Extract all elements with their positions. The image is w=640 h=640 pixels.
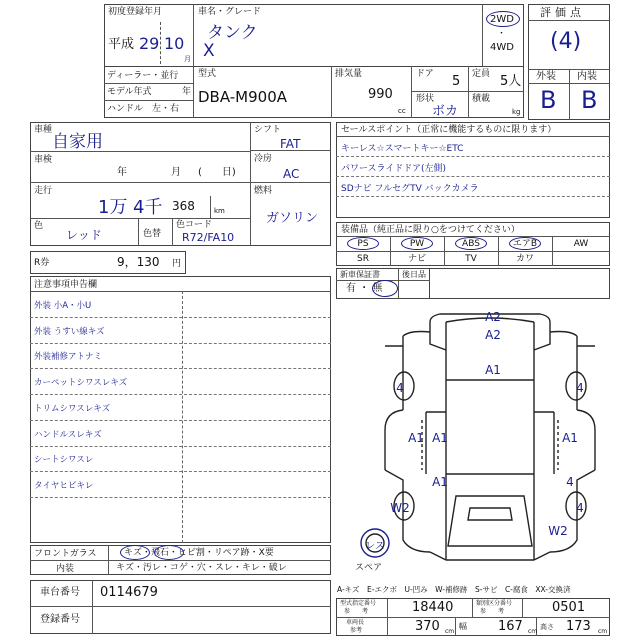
- equip-item: カワ: [515, 254, 534, 264]
- category: 自家用: [52, 132, 103, 152]
- front-glass-items: キズ・飛石・ヒビ割・リペア跡・X要: [124, 548, 274, 558]
- score-label: 評価点: [540, 6, 585, 19]
- equip-col-divider: [444, 236, 445, 266]
- insp-year: 年: [117, 167, 127, 178]
- reg-label: 登録番号: [40, 614, 80, 625]
- ruibetsu-number: 0501: [552, 600, 586, 615]
- dealer-label: ディーラー・並行: [107, 71, 179, 81]
- note-item: シートシワスレ: [34, 455, 94, 466]
- front-glass-kizu-circle: [120, 545, 150, 560]
- spare-label: スペア: [355, 563, 383, 573]
- equip-circle: [455, 237, 487, 250]
- note-divider: [30, 368, 331, 369]
- damage-mark: A1: [485, 363, 501, 377]
- equip-col-divider: [390, 236, 391, 266]
- notes-label: 注意事項申告欄: [34, 280, 98, 290]
- ruibetsu-sub: 参 考: [480, 608, 505, 615]
- handle-label: ハンドル 左・右: [107, 104, 180, 114]
- int-grade: B: [581, 86, 598, 114]
- equip-circle: [347, 237, 379, 250]
- shift-label: シフト: [254, 125, 282, 135]
- selling-item: SDナビ フルセグTV バックカメラ: [341, 184, 479, 194]
- selling-divider: [336, 176, 610, 177]
- warranty-none-circle: [372, 280, 398, 297]
- shiki-label: 型式指定番号: [340, 600, 377, 607]
- color-code-label: 色コード: [176, 220, 213, 230]
- equip-item: AW: [573, 239, 589, 249]
- car-name-label: 車名・グレード: [198, 7, 262, 17]
- damage-mark: 4: [566, 475, 574, 489]
- width-label: 幅: [459, 622, 467, 631]
- equip-col-divider: [552, 236, 553, 266]
- interior-items: キズ・汚レ・コゲ・穴・スレ・キレ・破レ: [116, 563, 287, 573]
- front-glass-tobi-circle: [154, 545, 184, 560]
- era: 平成: [108, 37, 135, 52]
- selling-label: セールスポイント（正常に機能するものに限ります）: [341, 125, 557, 135]
- chassis-label: 車台番号: [40, 587, 80, 598]
- tone-label: 色替: [143, 229, 162, 239]
- recycle-box: [30, 251, 186, 274]
- recycle-amount: 9，130: [117, 255, 160, 269]
- equip-item: TV: [465, 254, 477, 264]
- month-unit: 月: [184, 55, 191, 63]
- model-year-label: モデル年式: [107, 87, 152, 97]
- after-box: [398, 268, 610, 299]
- shape: ボカ: [432, 104, 459, 119]
- length-value: 370: [415, 619, 440, 634]
- first-reg-label: 初度登録年月: [108, 7, 163, 17]
- selling-divider: [336, 156, 610, 157]
- recycle-label: R券: [34, 258, 50, 268]
- equip-item: PW: [409, 239, 425, 249]
- recycle-yen: 円: [172, 259, 182, 269]
- reg-year: 29: [139, 34, 160, 53]
- note-item: 外装 小A・小U: [34, 301, 92, 311]
- equip-circle: [401, 237, 433, 250]
- category-label: 車種: [34, 125, 53, 135]
- equip-item: ナビ: [407, 254, 426, 264]
- equip-circle: [509, 237, 541, 250]
- damage-mark: 4: [576, 501, 584, 515]
- mileage-label: 走行: [34, 186, 53, 196]
- damage-mark: A1: [562, 431, 578, 445]
- equip-item: ABS: [462, 239, 480, 249]
- reg-month: 10: [164, 34, 185, 53]
- color: レッド: [66, 228, 102, 242]
- grade: X: [203, 41, 215, 61]
- drive-2wd-circle: [486, 11, 520, 27]
- damage-mark: A1: [432, 431, 448, 445]
- height-cm: cm: [598, 628, 608, 635]
- load-label: 積載: [472, 94, 491, 104]
- ac-label: 冷房: [254, 154, 273, 164]
- shift: FAT: [280, 137, 301, 151]
- mileage-sen: 4千: [133, 197, 163, 218]
- shiki-sub: 参 考: [344, 608, 369, 615]
- km-unit: km: [214, 207, 225, 215]
- fuel: ガソリン: [266, 211, 319, 226]
- model-code: DBA-M900A: [198, 88, 288, 106]
- note-item: ハンドルスレキズ: [34, 429, 102, 440]
- width-cm: cm: [528, 628, 538, 635]
- length-label: 車両長: [346, 619, 365, 626]
- capacity-label: 定員: [472, 69, 491, 79]
- cc-unit: cc: [398, 107, 406, 115]
- damage-mark: A1: [408, 431, 424, 445]
- equip-item: PS: [357, 239, 369, 249]
- note-divider: [30, 343, 331, 344]
- ac: AC: [283, 167, 300, 181]
- inspection-label: 車検: [34, 155, 53, 165]
- note-item: カーペットシワスレキズ: [34, 378, 128, 389]
- after-label: 後日品: [402, 270, 426, 279]
- door-label: ドア: [416, 69, 434, 79]
- note-item: 外装補修アトナミ: [34, 352, 103, 363]
- interior-label: 内装: [56, 564, 75, 574]
- note-divider: [30, 497, 331, 498]
- color-label: 色: [34, 221, 44, 231]
- equip-col-divider: [498, 236, 499, 266]
- equip-item: エアB: [512, 239, 538, 249]
- note-divider: [30, 394, 331, 395]
- ruibetsu-label: 類別区分番号: [476, 600, 513, 607]
- note-divider: [30, 420, 331, 421]
- shiki-number: 18440: [412, 600, 454, 615]
- insp-month: 月: [171, 167, 181, 178]
- shape-label: 形状: [416, 94, 435, 104]
- drive-4wd: 4WD: [490, 42, 514, 53]
- equipment-label: 装備品（純正品に限り○をつけてください）: [341, 225, 520, 235]
- width-value: 167: [498, 619, 523, 634]
- mileage-man: 1万: [98, 197, 128, 218]
- ext-label: 外装: [536, 71, 556, 82]
- height-label: 高さ: [540, 623, 554, 631]
- mileage-num: 368: [172, 199, 195, 213]
- note-divider: [30, 446, 331, 447]
- warranty: 有 ・ 無: [346, 283, 383, 294]
- front-glass-label: フロントガラス: [34, 549, 97, 559]
- damage-mark: A2: [485, 328, 501, 342]
- doors: 5: [452, 74, 461, 89]
- model-year-unit: 年: [182, 87, 192, 97]
- drive-dot: ・: [497, 29, 507, 39]
- displacement: 990: [368, 87, 393, 102]
- damage-mark: 4: [576, 381, 584, 395]
- damage-mark: W2: [390, 501, 410, 515]
- note-item: トリムシワスレキズ: [34, 403, 111, 414]
- insp-day: ( 日): [198, 167, 236, 178]
- ext-grade: B: [540, 86, 557, 114]
- damage-mark: A1: [432, 475, 448, 489]
- kg-unit: kg: [512, 108, 521, 116]
- height-value: 173: [566, 619, 591, 634]
- note-divider: [30, 317, 331, 318]
- car-name: タンク: [207, 23, 258, 43]
- disp-label: 排気量: [335, 69, 363, 79]
- spare-mark: レス: [365, 541, 385, 552]
- note-item: 外装 うすい線キズ: [34, 326, 105, 337]
- fuel-label: 燃料: [254, 186, 273, 196]
- int-label: 内装: [577, 71, 597, 82]
- selling-item: キーレス☆スマートキー☆ETC: [341, 144, 464, 154]
- damage-mark: A2: [485, 310, 501, 324]
- note-item: タイヤヒビキレ: [34, 480, 94, 491]
- chassis-number: 0114679: [100, 585, 158, 600]
- score: (4): [550, 29, 582, 54]
- note-divider: [30, 471, 331, 472]
- warranty-label: 新車保証書: [340, 270, 380, 279]
- length-sub: 参考: [350, 627, 363, 634]
- length-cm: cm: [445, 628, 455, 635]
- type-label: 型式: [198, 69, 217, 79]
- drive-2wd: 2WD: [490, 14, 514, 25]
- capacity: 5人: [500, 74, 522, 89]
- color-code: R72/FA10: [182, 231, 235, 244]
- damage-mark: W2: [548, 524, 568, 538]
- selling-divider: [336, 196, 610, 197]
- damage-legend: A-キズ E-エクボ U-凹み W-補修跡 S-サビ C-腐食 XX-交換済: [337, 585, 571, 594]
- damage-mark: 4: [396, 381, 404, 395]
- equip-item: SR: [357, 254, 369, 264]
- selling-item: パワースライドドア(左側): [341, 164, 447, 174]
